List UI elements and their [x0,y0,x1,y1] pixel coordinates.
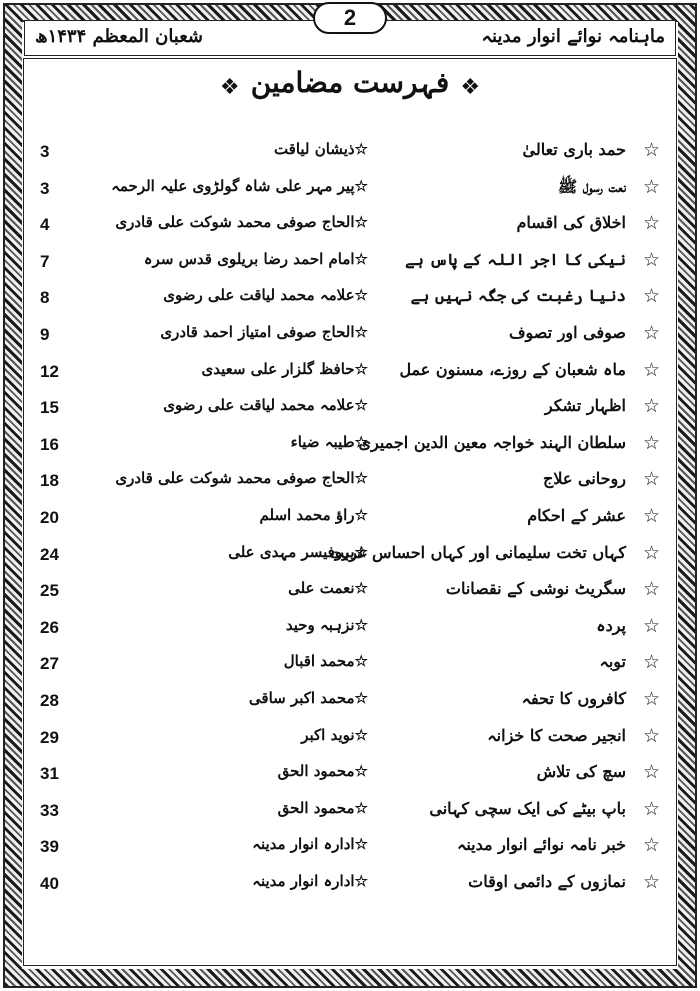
star-icon: ☆ [642,395,660,418]
star-icon: ☆ [642,175,660,198]
toc-topic: توبہ [599,652,626,672]
toc-page-number: 26 [40,617,59,637]
toc-topic: صوفی اور تصوف [508,323,626,342]
toc-author: ☆پروفیسر مہدی علی [228,542,368,561]
star-icon: ☆ [642,541,660,564]
toc-page-number: 33 [40,800,59,820]
toc-row [40,323,660,359]
toc-page-number: 39 [40,837,59,857]
star-icon: ☆ [642,797,660,820]
magazine-name: ماہنامہ نوائے انوار مدینہ [481,26,665,47]
toc-topic: عشر کے احکام [527,506,626,525]
toc-topic: پردہ [596,615,626,635]
toc-author: ☆ادارہ انوار مدینہ [252,872,368,890]
toc-page-number: 40 [40,874,59,893]
toc-row [40,872,660,908]
star-icon: ☆ [642,248,660,271]
toc-author: ☆محمود الحق [277,762,368,781]
toc-page-number: 24 [40,544,59,564]
star-icon: ☆ [642,724,660,747]
star-icon: ☆ [642,468,660,491]
toc-topic: کافروں کا تحفہ [521,689,626,708]
toc-author: ☆نعمت علی [288,579,368,598]
toc-row [40,799,660,835]
toc-author: ☆طیبہ ضیاء [290,432,368,451]
title-block [0,66,700,100]
toc-author: ☆حافظ گلزار علی سعیدی [201,359,368,378]
toc-topic: باپ بیٹے کی ایک سچی کہانی [429,798,626,818]
toc-row [40,762,660,798]
toc-author: ☆الحاج صوفی محمد شوکت علی قادری [115,213,368,232]
toc-topic: اخلاق کی اقسام [516,213,626,233]
toc-row [40,506,660,542]
toc-author: ☆محمود الحق [277,798,368,817]
toc-author: ☆ادارہ انوار مدینہ [252,835,368,854]
toc-author: ☆راؤ محمد اسلم [259,506,368,524]
star-icon: ☆ [642,834,660,857]
toc-topic: سلطان الہند خواجہ معین الدین اجمیری [358,432,626,452]
toc-page-number: 29 [40,727,59,747]
toc-author: ☆امام احمد رضا بریلوی قدس سرہ [143,249,368,268]
toc-author: ☆محمد اکبر ساقی [248,689,368,707]
toc-row [40,213,660,249]
page-number: 2 [313,2,387,34]
page-title: فہرست مضامین [250,66,450,99]
star-icon: ☆ [642,358,660,381]
toc-author: ☆محمد اقبال [283,652,368,671]
star-icon: ☆ [642,761,660,784]
toc-row [40,396,660,432]
toc-topic: نیکی کا اجر اللہ کے پاس ہے [405,249,626,269]
toc-topic: خبر نامہ نوائے انوار مدینہ [456,835,626,855]
issue-date: شعبان المعظم ۱۴۳۴ھ [35,26,204,47]
toc-row [40,286,660,322]
toc-author: ☆نزہبہ وحید [285,615,368,634]
toc-author: ☆ذیشان لیاقت [273,140,368,158]
toc-page-number: 12 [40,361,59,381]
ornament-icon: ❖ [460,75,481,100]
toc-row [40,835,660,871]
star-icon: ☆ [642,285,660,308]
star-icon: ☆ [642,431,660,454]
toc-row [40,250,660,286]
ornament-icon: ❖ [219,75,240,100]
star-icon: ☆ [642,212,660,235]
star-icon: ☆ [642,871,660,893]
toc-row [40,469,660,505]
star-icon: ☆ [642,614,660,637]
toc-author: ☆علامہ محمد لیاقت علی رضوی [163,396,368,415]
toc-topic: سگریٹ نوشی کے نقصانات [445,579,626,599]
toc-row [40,652,660,688]
toc-row [40,360,660,396]
toc-page-number: 20 [40,508,59,527]
star-icon: ☆ [642,651,660,674]
toc-row [40,140,660,176]
star-icon: ☆ [642,505,660,527]
toc-page-number: 8 [40,288,50,308]
toc-topic: سچ کی تلاش [536,762,626,782]
star-icon: ☆ [642,139,660,161]
toc-page-number: 3 [40,142,50,161]
toc-page-number: 7 [40,251,50,271]
toc-row [40,543,660,579]
toc-page-number: 31 [40,764,59,784]
toc-row [40,177,660,213]
star-icon: ☆ [642,578,660,601]
toc-topic: ماہ شعبان کے روزے، مسنون عمل [399,359,626,379]
toc-author: ☆الحاج صوفی محمد شوکت علی قادری [115,469,368,488]
toc-row [40,726,660,762]
star-icon: ☆ [642,688,660,710]
toc-page-number: 15 [40,398,59,418]
toc-page-number: 3 [40,178,50,198]
toc-topic: انجیر صحت کا خزانہ [487,725,626,745]
toc-page-number: 4 [40,215,50,235]
toc-page-number: 28 [40,691,59,710]
toc-topic: روحانی علاج [543,469,626,489]
toc-topic: نعت رسول ﷺ [557,176,626,196]
toc-row [40,433,660,469]
toc-topic: نمازوں کے دائمی اوقات [468,872,626,891]
toc-page-number: 9 [40,325,50,344]
toc-topic: دنیا رغبت کی جگہ نہیں ہے [410,286,626,306]
toc-author: ☆علامہ محمد لیاقت علی رضوی [163,286,368,305]
toc-page-number: 18 [40,471,59,491]
toc-row [40,689,660,725]
toc-page-number: 27 [40,654,59,674]
toc-topic: اظہار تشکر [544,396,626,416]
toc-author: ☆الحاج صوفی امتیاز احمد قادری [160,323,368,341]
toc-topic: حمد باری تعالیٰ [522,140,626,159]
toc-page-number: 16 [40,434,59,454]
toc-row [40,579,660,615]
toc-topic: کہاں تخت سلیمانی اور کہاں احساس غربت [329,542,626,562]
toc-row [40,616,660,652]
star-icon: ☆ [642,322,660,344]
toc-author: ☆پیر مہر علی شاہ گولڑوی علیہ الرحمہ [111,176,368,195]
toc-page-number: 25 [40,581,59,601]
toc-author: ☆نوید اکبر [301,725,368,744]
